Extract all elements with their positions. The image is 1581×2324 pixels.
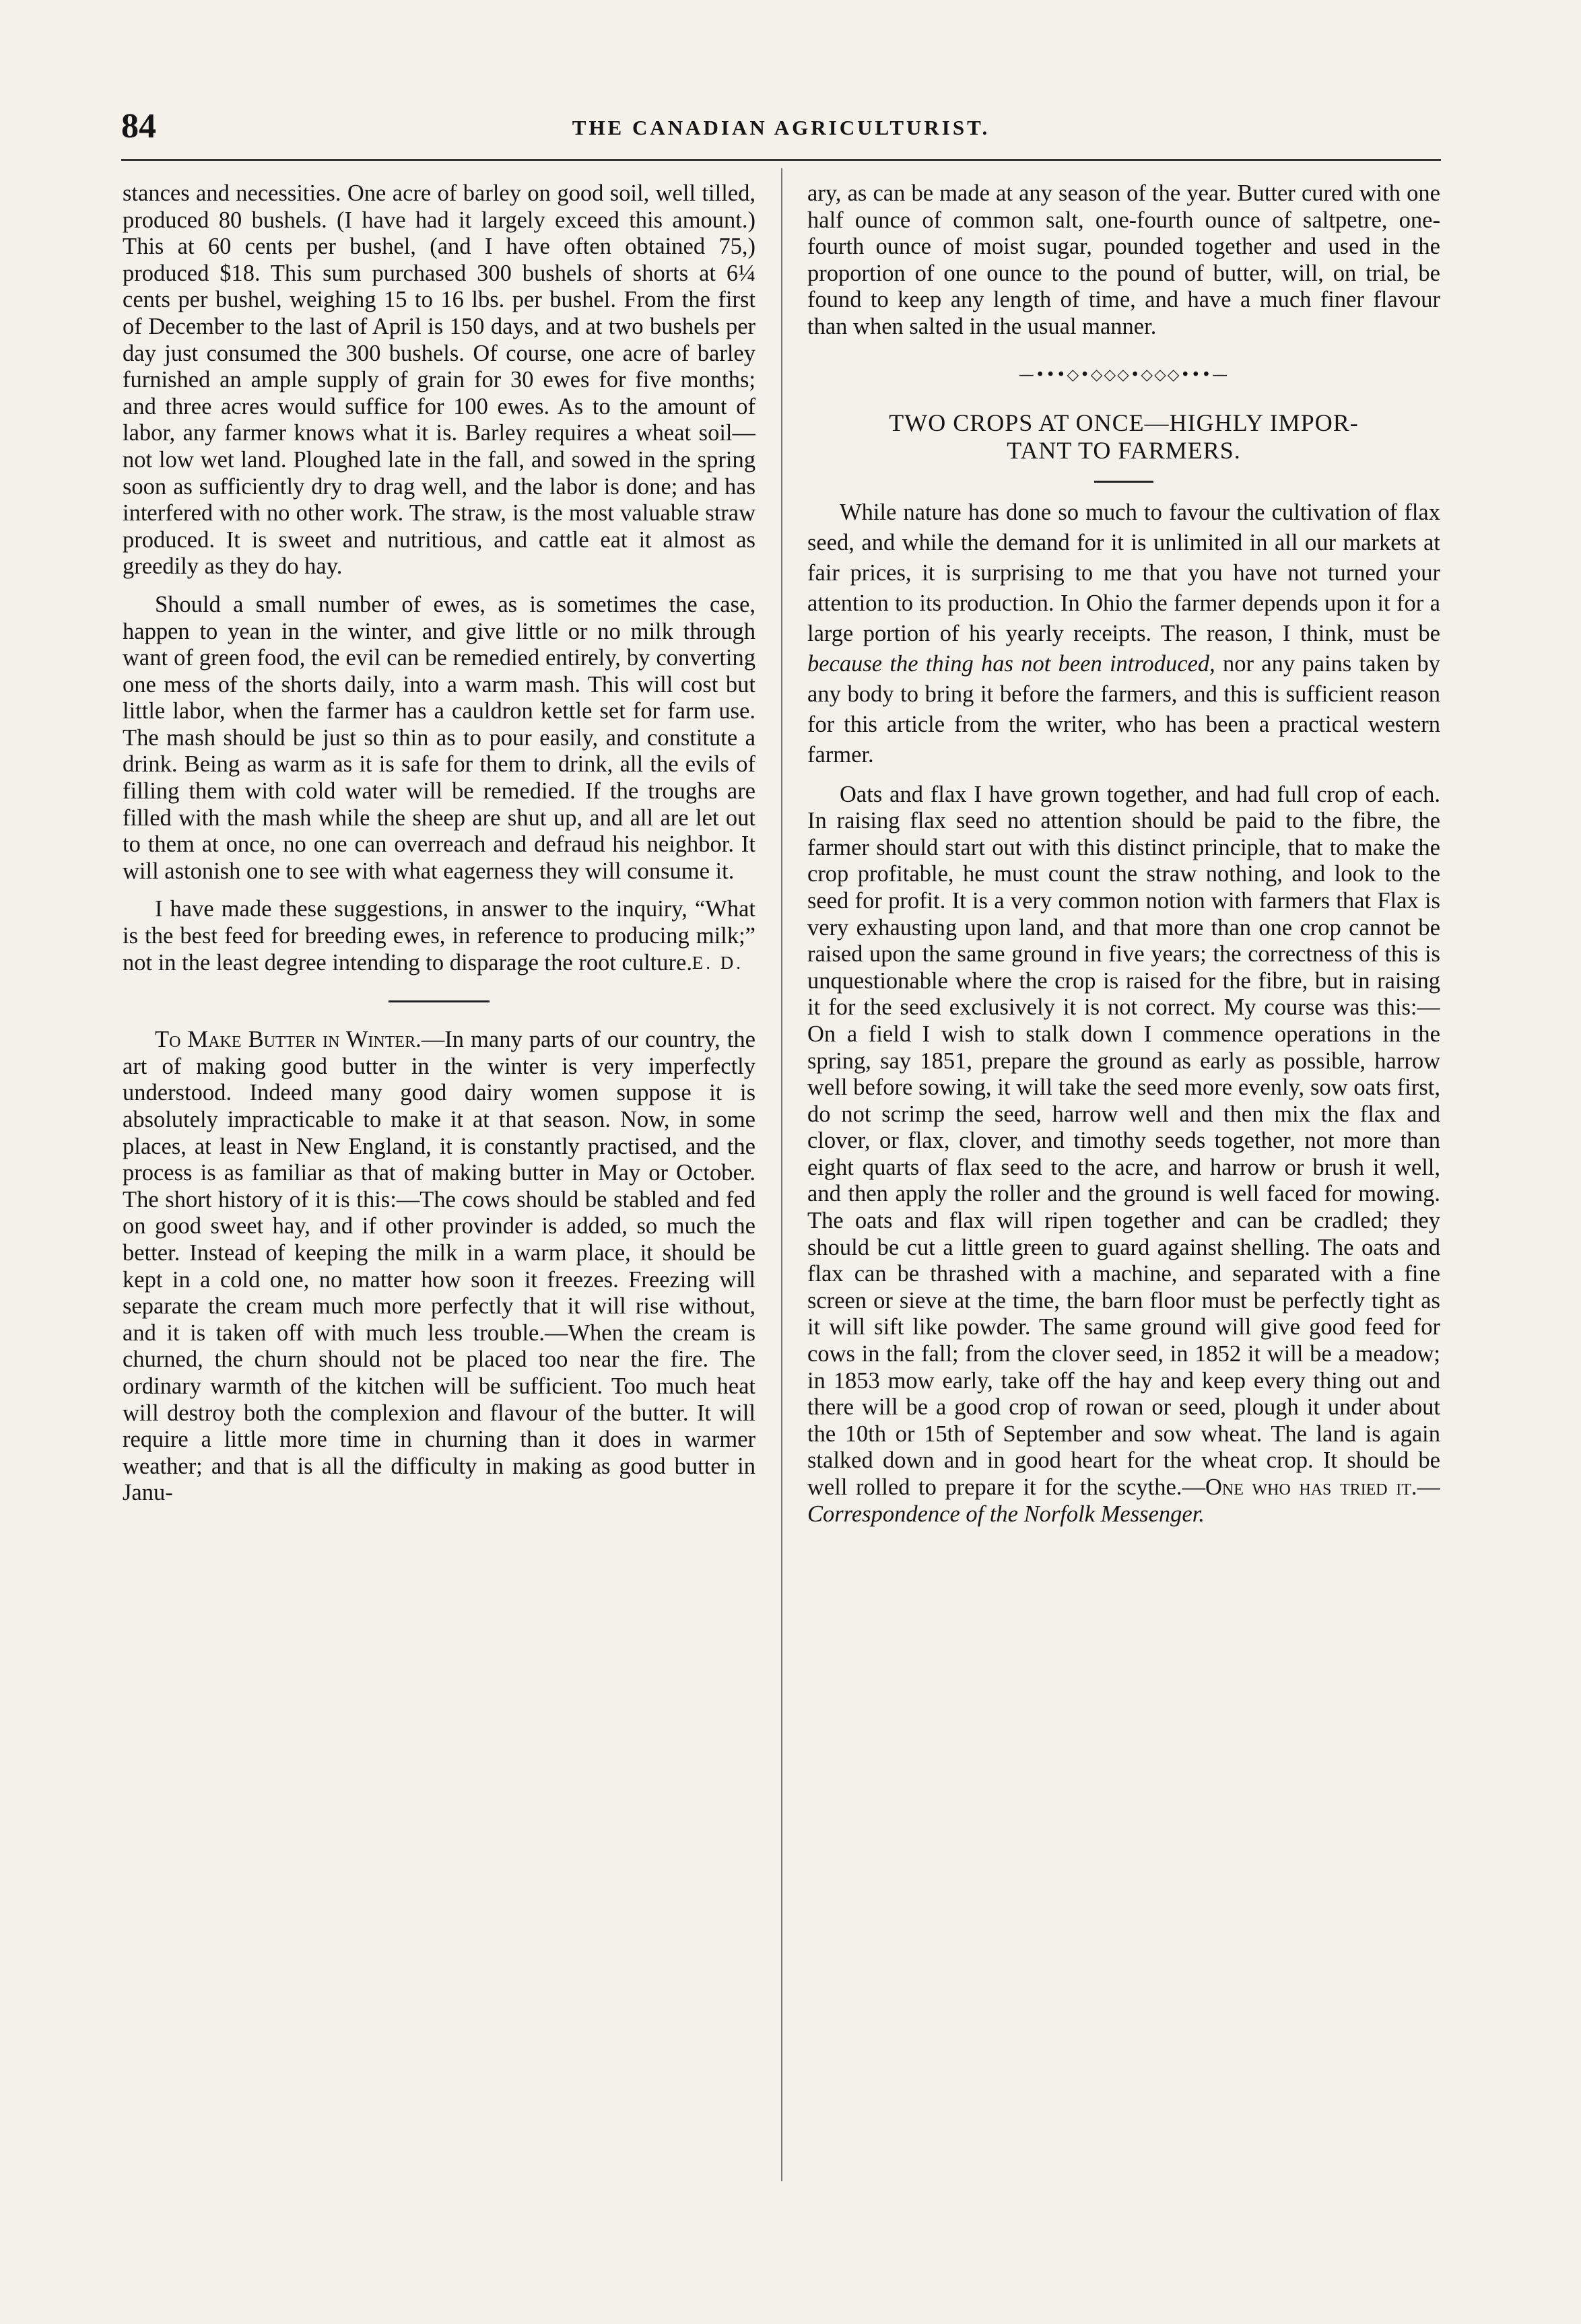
butter-article-text: —In many parts of our country, the art of making good butter in the winter is very imperfectly understood. Indeed many good dairy women suppose it is absolutely impracticable to make it at that season. Now, in some places, at least in New England, it is constantly practised, and the process is as familiar as that of making butter in May or October. The short history of it is this:—The cows should be stabled and fed on good sweet hay, and if other provinder is added, so much the better. Instead of keeping the milk in a warm place, it should be kept in a cold one, no matter how soon it freezes. Freezing will separate the cream much more perfectly that it will rise without, and it is taken off with much less trouble.—When the cream is churned, the churn should not be placed too near the fire. The ordinary warmth of the kitchen will be sufficient. Too much heat will destroy both the complexion and flavour of the butter. It will require a little more time in churning than it does in warmer weather; and that is all the difficulty in making as good butter in Janu- [123,1027,755,1506]
author-signature: E. D. [692,953,743,973]
header-rule [121,159,1441,161]
suggestions-paragraph: I have made these suggestions, in answer to the inquiry, “What is the best feed for breeding ewes, in reference to producing milk;” not in the least degree intending to disparage the root culture. [123,896,755,976]
flax-intro-text-2: nor any pains taken by any body to bring it before the farmers, and this is sufficient reason for this article from the writer, who has been a practical western farmer. [807,650,1440,767]
left-column [123,180,755,2261]
page-number: 84 [121,107,156,145]
article-source: Correspondence of the Norfolk Messenger. [807,1501,1205,1527]
section-rule [389,1000,490,1002]
oats-and-flax-paragraph [807,782,1440,1528]
article-credit: —One who has tried it.— [1182,1474,1440,1500]
flax-intro-text-1: While nature has done so much to favour the cultivation of flax seed, and while the demand for it is unlimited in all our markets at fair prices, it is surprising to me that you have not turned your attention to its production. In Ohio the farmer depends upon it for a large portion of his yearly receipts. The reason, I think, must be [807,499,1440,646]
flax-intro-paragraph [807,498,1440,770]
warm-mash-paragraph: Should a small number of ewes, as is sometimes the case, happen to yean in the winter, and give little or no milk through want of green food, the evil can be remedied entirely, by converting one mess of the shorts daily, into a warm mash. This will cost but little labor, when the farmer has a cauldron kettle set for farm use. The mash should be just so thin as to pour easily, and constitute a drink. Being as warm as it is safe for them to drink, all the evils of filling them with cold water will be remedied. If the troughs are filled with the mash while the sheep are shut up, and all are let out to them at once, no one can overreach and defraud his neighbor. It will astonish one to see with what eagerness they will consume it. [123,591,755,884]
article-title-line-1: TWO CROPS AT ONCE—HIGHLY IMPOR- [889,409,1359,436]
butter-article-heading: To Make Butter in Winter. [155,1027,422,1053]
page-header [121,106,1441,153]
butter-article-continued: ary, as can be made at any season of the year. Butter cured with one half ounce of common salt, one-fourth ounce of saltpetre, one-fourth ounce of moist sugar, pounded together and used in the proportion of one ounce to the pound of butter, will, on trial, be found to keep any length of time, and have a much finer flavour than when salted in the usual manner. [807,180,1440,339]
column-divider [781,168,782,2181]
oats-and-flax-text: Oats and flax I have grown together, and had full crop of each. In raising flax seed no attention should be paid to the fibre, the farmer should start out with this distinct principle, that to make the crop profitable, he must count the straw nothing, and look to the seed for profit. It is a very common notion with farmers that Flax is very exhausting upon land, and that more than one crop cannot be raised upon the same ground in five years; the correctness of this is unquestionable where the crop is raised for the fibre, but in raising it for the seed exclusively it is not correct. My course was this:—On a field I wish to stalk down I commence operations in the spring, say 1851, prepare the ground as early as possible, harrow well before sowing, it will take the seed more evenly, sow oats first, do not scrimp the seed, harrow well and then mix the flax and clover, or flax, clover, and timothy seeds together, not more than eight quarts of flax seed to the acre, and harrow or brush it well, and then apply the roller and the ground is well faced for mowing. The oats and flax will ripen together and can be cradled; they should be cut a little green to guard against shelling. The oats and flax can be thrashed with a machine, and separated with a fine screen or sieve at the time, the barn floor must be perfectly tight as it will sift like powder. The same ground will give good feed for cows in the fall; from the clover seed, in 1852 it will be a meadow; in 1853 mow early, take off the hay and keep every thing out and there will be a good crop of rowan or seed, plough it under about the 10th or 15th of September and sow wheat. The land is again stalked down and in good heart for the wheat crop. It should be well rolled to prepare it for the scythe. [807,781,1440,1500]
flax-intro-italic: because the thing has not been introduced, [807,650,1215,677]
article-title [807,409,1440,465]
running-title: THE CANADIAN AGRICULTURIST. [572,116,990,139]
barley-paragraph-continued: stances and necessities. One acre of barley on good soil, well tilled, produced 80 bushels. (I have had it largely exceed this amount.) This at 60 cents per bushel, (and I have often obtained 75,) produced $18. This sum purchased 300 bushels of shorts at 6¼ cents per bushel, weighing 15 to 16 lbs. per bushel. From the first of December to the last of April is 150 days, and at two bushels per day just consumed the 300 bushels. Of course, one acre of barley furnished an ample supply of grain for 30 ewes for five months; and three acres would suffice for 100 ewes. As to the amount of labor, any farmer knows what it is. Barley requires a wheat soil—not low wet land. Ploughed late in the fall, and sowed in the spring soon as sufficiently dry to drag well, and the labor is done; and has interfered with no other work. The straw, is the most valuable straw produced. It is sweet and nutritious, and cattle eat it almost as greedily as they do hay. [123,180,755,580]
article-title-line-2: TANT TO FARMERS. [1007,436,1241,464]
right-column [807,180,1440,2261]
title-rule [1094,481,1153,483]
butter-article-paragraph [123,1027,755,1507]
ornamental-divider: —•••◇•◇◇◇•◇◇◇•••— [1018,366,1230,384]
